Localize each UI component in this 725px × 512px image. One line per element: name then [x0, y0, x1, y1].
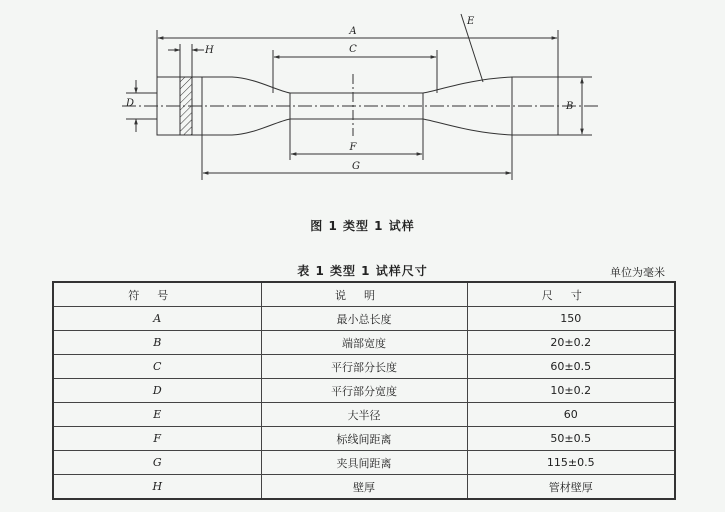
label-E: E: [467, 16, 475, 27]
figure-caption: 图 1 类型 1 试样: [310, 219, 415, 233]
cell-description: 平行部分宽度: [261, 379, 467, 403]
cell-symbol: E: [53, 403, 261, 427]
table-row: [53, 355, 675, 379]
cell-size: 10±0.2: [467, 379, 675, 403]
cell-symbol: C: [53, 355, 261, 379]
table-row: [53, 379, 675, 403]
cell-symbol: D: [53, 379, 261, 403]
cell-description: 壁厚: [261, 475, 467, 500]
cell-size: 管材壁厚: [467, 475, 675, 500]
cell-symbol: A: [53, 307, 261, 331]
table-row: [53, 451, 675, 475]
cell-symbol: H: [53, 475, 261, 500]
cell-symbol: F: [53, 427, 261, 451]
cell-symbol: G: [53, 451, 261, 475]
label-C: C: [349, 44, 357, 55]
cell-description: 最小总长度: [261, 307, 467, 331]
header-size: 尺寸: [467, 282, 675, 307]
table-row: [53, 403, 675, 427]
unit-note: 单位为毫米: [610, 266, 665, 279]
dimensions-table: [52, 281, 676, 500]
label-B: B: [566, 101, 574, 112]
cell-size: 50±0.5: [467, 427, 675, 451]
specimen-drawing: [0, 0, 725, 215]
cell-size: 60: [467, 403, 675, 427]
header-description: 说明: [261, 282, 467, 307]
label-A: A: [349, 26, 357, 37]
cell-description: 标线间距离: [261, 427, 467, 451]
label-G: G: [352, 161, 360, 172]
cell-symbol: B: [53, 331, 261, 355]
table-row: [53, 307, 675, 331]
label-H: H: [205, 45, 214, 56]
cell-description: 端部宽度: [261, 331, 467, 355]
table-caption: 表 1 类型 1 试样尺寸: [297, 264, 428, 278]
cell-size: 115±0.5: [467, 451, 675, 475]
cell-description: 夹具间距离: [261, 451, 467, 475]
label-D: D: [126, 98, 135, 109]
table-row: [53, 331, 675, 355]
cell-description: 大半径: [261, 403, 467, 427]
table-row: [53, 427, 675, 451]
cell-size: 150: [467, 307, 675, 331]
label-F: F: [349, 142, 357, 153]
table-row: [53, 475, 675, 500]
cell-size: 20±0.2: [467, 331, 675, 355]
table-header-row: [53, 282, 675, 307]
header-symbol: 符号: [53, 282, 261, 307]
cell-size: 60±0.5: [467, 355, 675, 379]
cell-description: 平行部分长度: [261, 355, 467, 379]
